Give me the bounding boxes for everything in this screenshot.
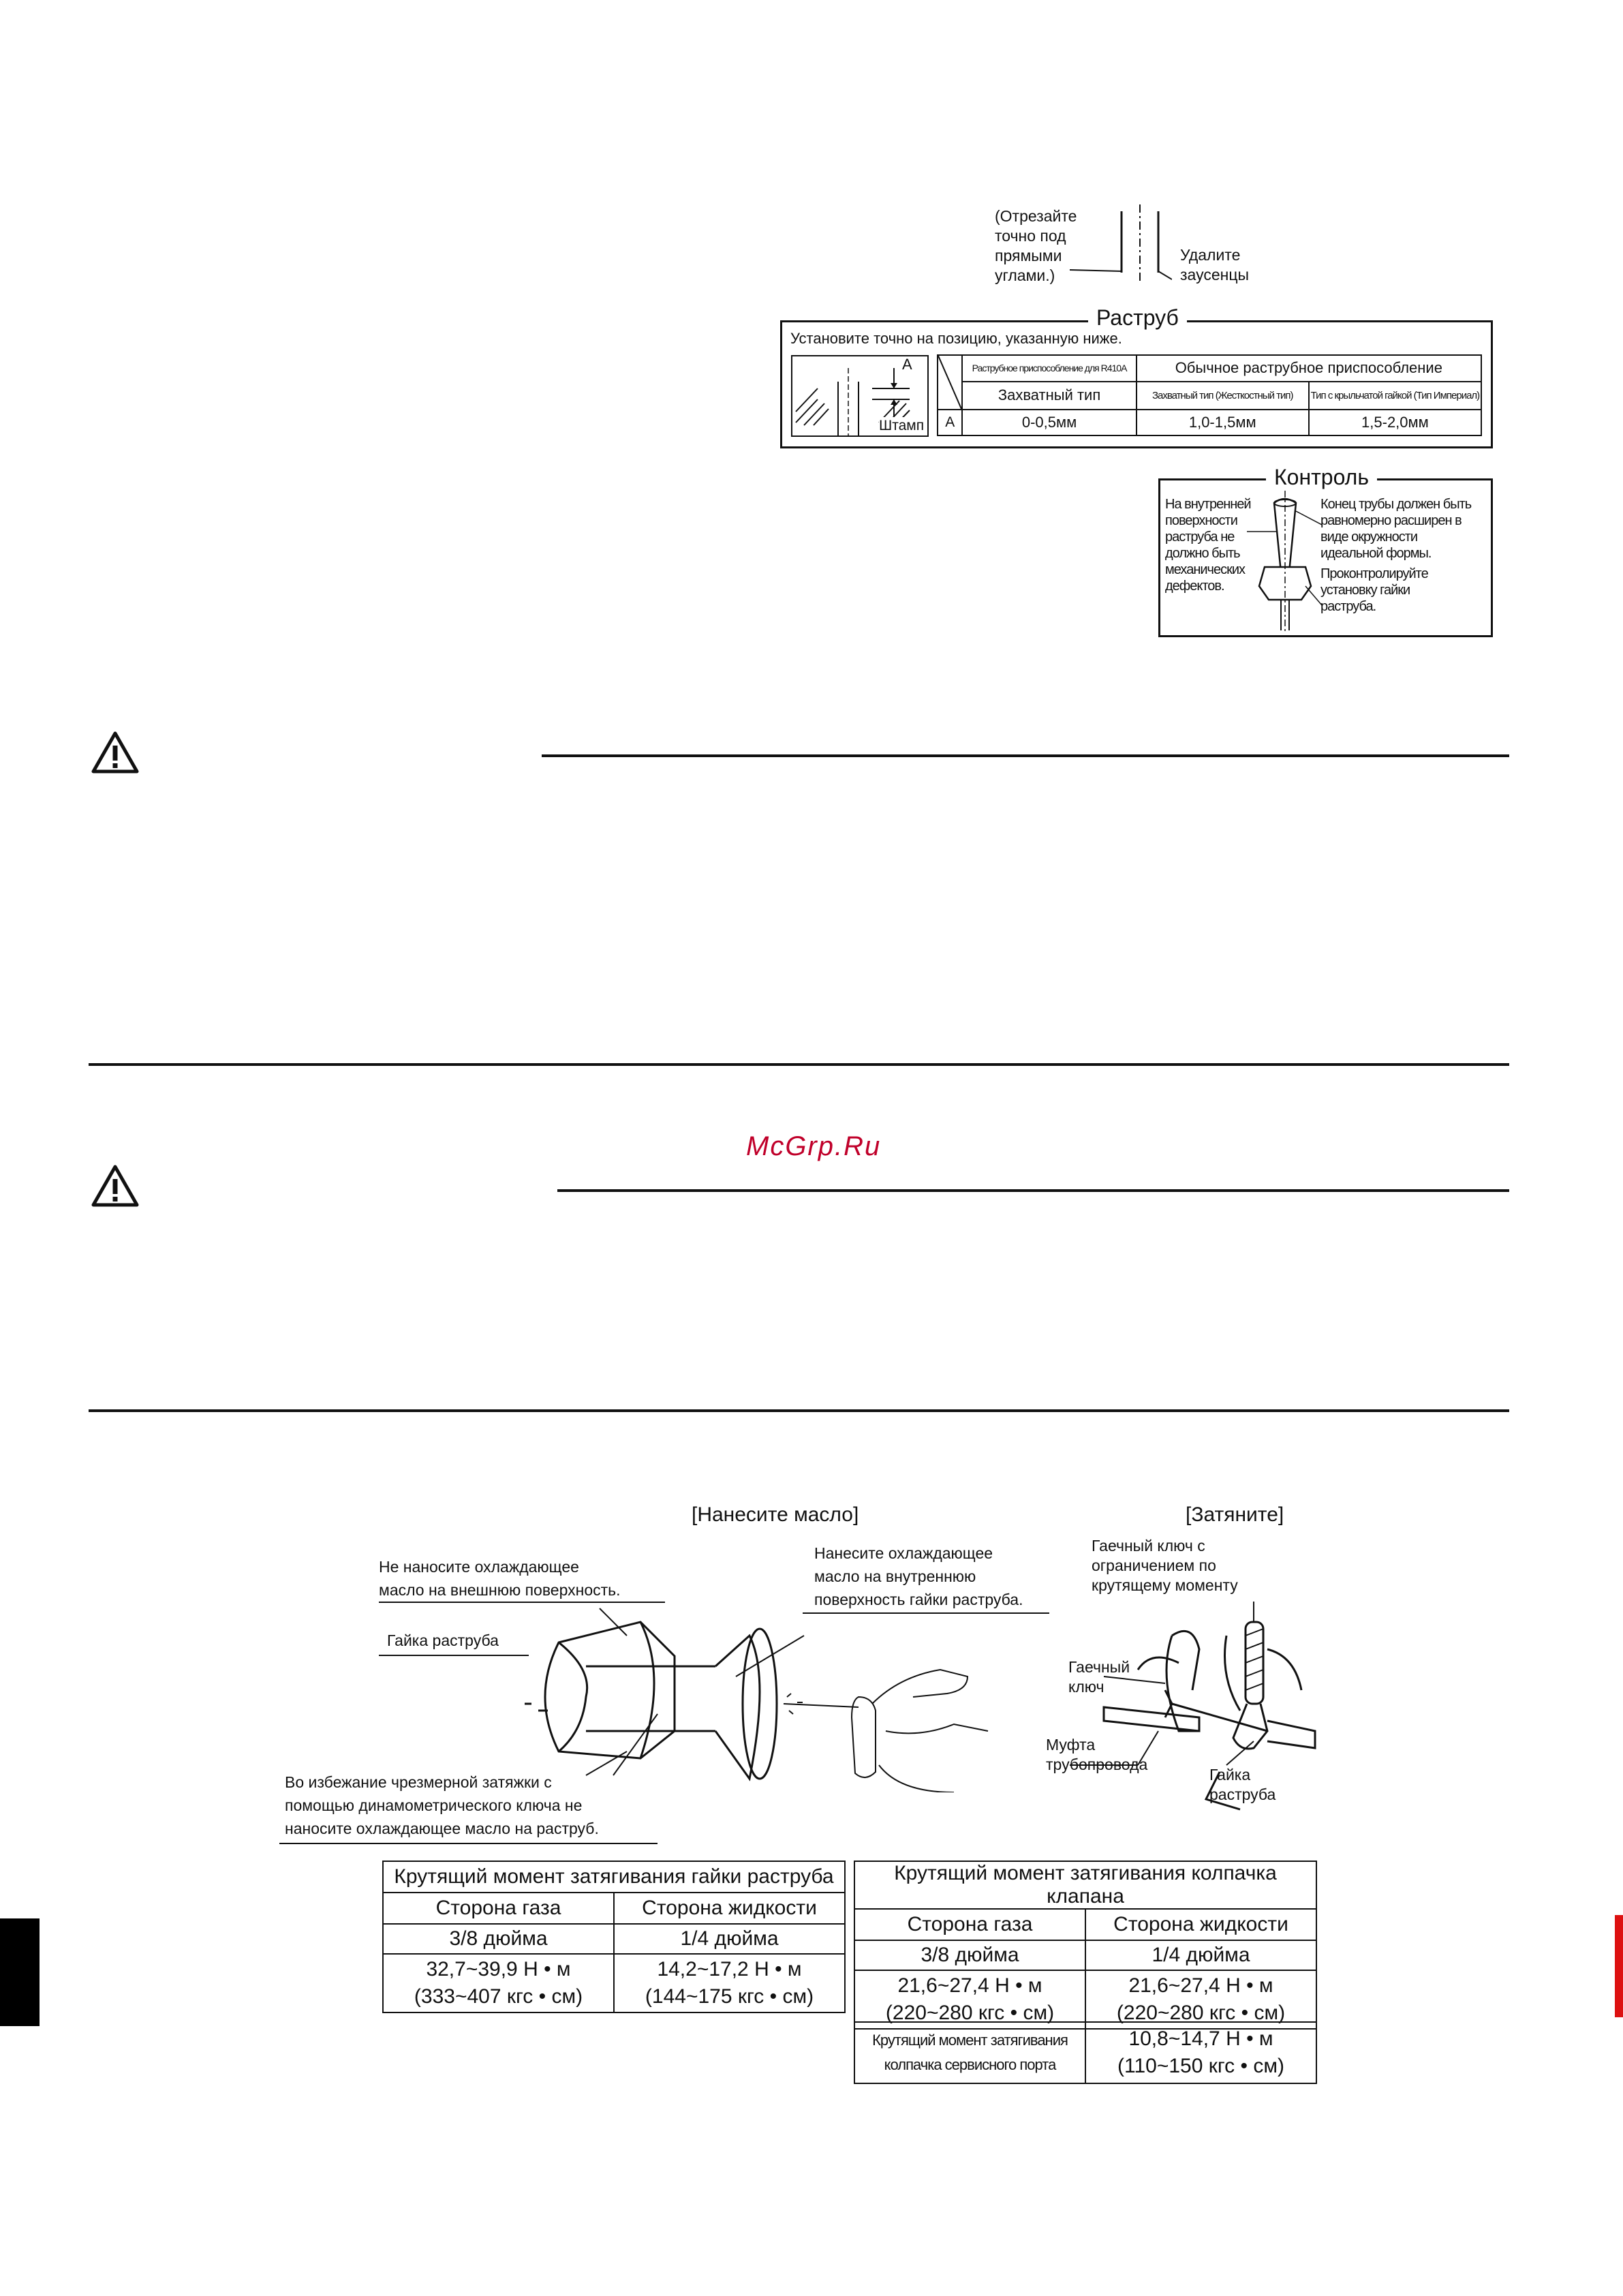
flared-pipe-icon [1247, 491, 1322, 634]
flare-nut-label: Гайка раструба [387, 1632, 499, 1649]
torque-wrench-label: Гаечный ключ с ограничением по крутящему моменту [1092, 1537, 1238, 1594]
leader-line [379, 1655, 529, 1656]
flare-nut-torque-title: Крутящий момент затягивания гайки раструба [383, 1861, 845, 1893]
liquid-torque: 21,6~27,4 Н • м (220~280 кгс • см) [1085, 1970, 1316, 2029]
pipe-union-label: Муфта трубопровода [1046, 1736, 1148, 1773]
pipe-cut-icon [1063, 204, 1172, 293]
section-divider-1 [89, 1063, 1509, 1066]
oil-no-outer-note: Не наносите охлаждающее масло на внешнюю поверхность. [379, 1558, 621, 1599]
oil-no-flare-note: Во избежание чрезмерной затяжки с помощью динамометрического ключа не наносите охлаждающее масло на раструб. [285, 1773, 599, 1837]
col-conventional: Обычное раструбное приспособление [1137, 355, 1481, 382]
flare-title: Раструб [1088, 305, 1187, 331]
sub-imperial: Тип с крыльчатой гайкой (Тип Империал) [1309, 382, 1481, 410]
tighten-header: [Затяните] [1186, 1503, 1284, 1526]
flare-nut-tighten-label: Гайка раструба [1209, 1766, 1276, 1803]
warning-2-rule [557, 1189, 1509, 1192]
service-port-label: Крутящий момент затягивания колпачка сервисного порта [854, 2022, 1085, 2083]
size-liquid: 1/4 дюйма [614, 1924, 845, 1954]
size-liquid: 1/4 дюйма [1085, 1940, 1316, 1970]
oil-application-illustration [518, 1595, 1022, 1792]
col-liquid: Сторона жидкости [1085, 1909, 1316, 1940]
section-divider-2 [89, 1409, 1509, 1412]
valve-cap-torque-table [854, 1861, 1317, 2030]
flare-instruction: Установите точно на позицию, указанную ниже. [790, 330, 1122, 347]
flare-nut-torque-table [382, 1861, 846, 2013]
flare-spec-table [937, 354, 1482, 436]
service-port-torque-table [854, 2021, 1317, 2084]
col-liquid: Сторона жидкости [614, 1893, 845, 1924]
sub-clutch: Захватный тип [962, 382, 1136, 410]
valve-cap-torque-title: Крутящий момент затягивания колпачка клапана [854, 1861, 1316, 1909]
tightening-illustration [1063, 1595, 1322, 1820]
inspect-right-note-2: Проконтролируйте установку гайки раструба. [1320, 566, 1428, 614]
sub-rigid: Захватный тип (Жесткостный тип) [1137, 382, 1309, 410]
leader-line [279, 1843, 658, 1844]
row-label-a: A [938, 410, 962, 435]
inspect-right-note-1: Конец трубы должен быть равномерно расширен в виде окружности идеальной формы. [1320, 497, 1472, 561]
size-gas: 3/8 дюйма [383, 1924, 614, 1954]
inspect-title: Контроль [1266, 465, 1377, 490]
diagonal-cell [938, 355, 962, 410]
warning-icon [91, 731, 140, 774]
flare-label-a: A [902, 356, 912, 373]
cut-note-left: (Отрезайте точно под прямыми углами.) [995, 207, 1077, 284]
val-rigid: 1,0-1,5мм [1137, 410, 1309, 435]
val-r410a: 0-0,5мм [962, 410, 1136, 435]
gas-torque: 32,7~39,9 Н • м (333~407 кгс • см) [383, 1954, 614, 2012]
col-r410a: Раструбное приспособление для R410A [962, 355, 1136, 382]
col-gas: Сторона газа [854, 1909, 1085, 1940]
warning-1-rule [542, 754, 1509, 757]
flare-label-stamp: Штамп [879, 418, 925, 433]
val-imperial: 1,5-2,0мм [1309, 410, 1481, 435]
cut-note-right: Удалите заусенцы [1180, 246, 1250, 284]
edge-marker [1615, 1915, 1623, 2017]
wrench-label: Гаечный ключ [1068, 1658, 1130, 1696]
service-port-torque: 10,8~14,7 Н • м (110~150 кгс • см) [1085, 2022, 1316, 2083]
watermark: McGrp.Ru [746, 1131, 882, 1161]
inspect-left-note: На внутренней поверхности раструба не должно быть механических дефектов. [1165, 497, 1251, 594]
side-tab-marker [0, 1918, 40, 2026]
size-gas: 3/8 дюйма [854, 1940, 1085, 1970]
liquid-torque: 14,2~17,2 Н • м (144~175 кгс • см) [614, 1954, 845, 2012]
oil-header: [Нанесите масло] [692, 1503, 859, 1526]
oil-apply-inner-note: Нанесите охлаждающее масло на внутреннюю поверхность гайки раструба. [814, 1544, 1023, 1608]
warning-icon [91, 1164, 140, 1208]
col-gas: Сторона газа [383, 1893, 614, 1924]
gas-torque: 21,6~27,4 Н • м (220~280 кгс • см) [854, 1970, 1085, 2029]
